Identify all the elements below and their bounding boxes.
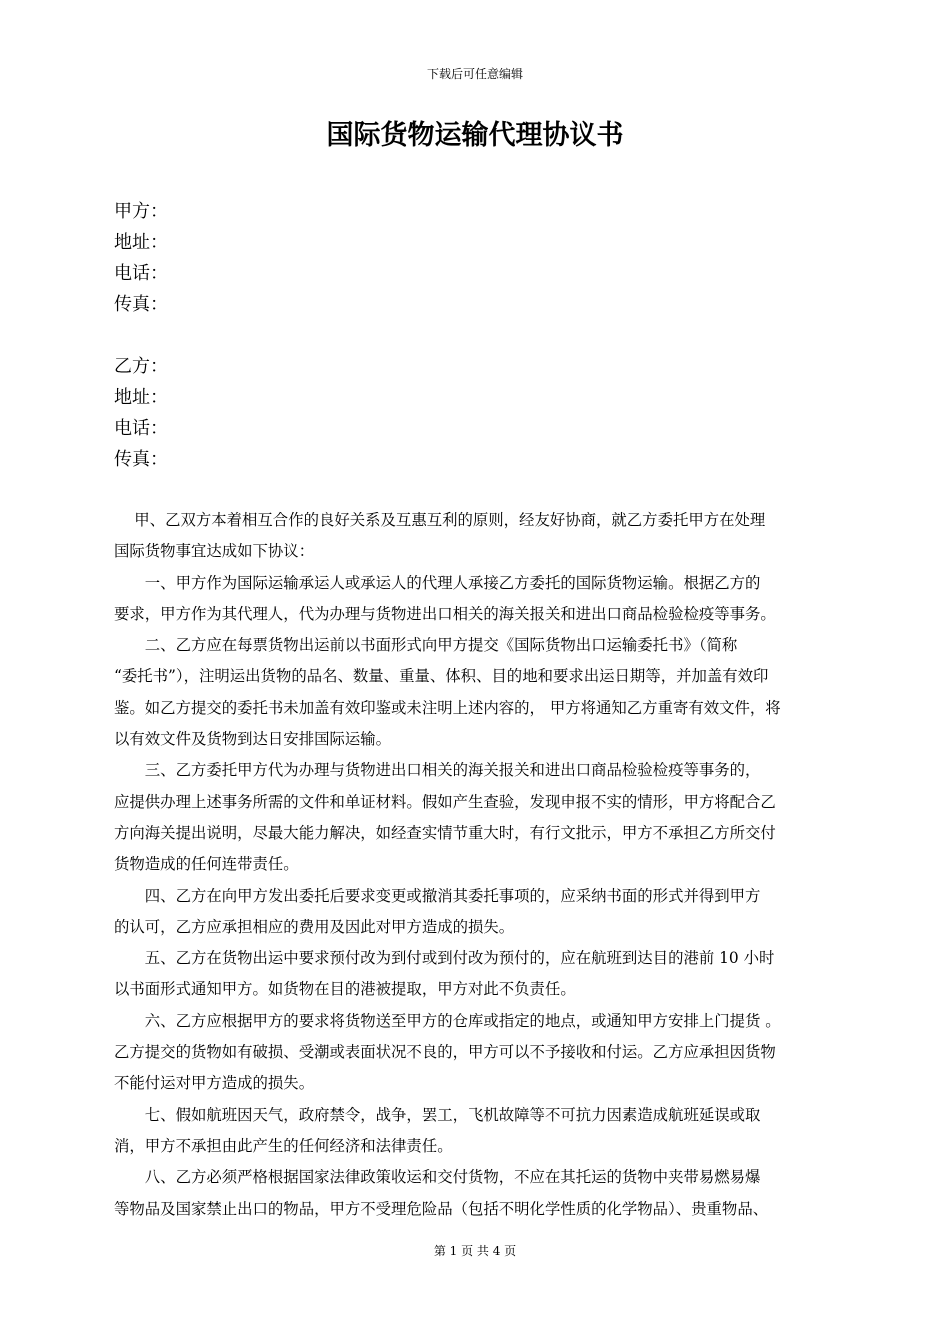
body-line: 四、乙方在向甲方发出委托后要求变更或撤消其委托事项的，应采纳书面的形式并得到甲方 [114,886,761,905]
body-line: 六、乙方应根据甲方的要求将货物送至甲方的仓库或指定的地点，或通知甲方安排上门提货 。 [114,1011,781,1030]
page-number-footer: 第 1 页 共 4 页 [433,1244,517,1258]
body-line: 国际货物事宜达成如下协议： [114,542,315,561]
party-a-label: 甲方： [114,201,168,222]
body-line: 货物造成的任何连带责任。 [114,855,299,874]
party-a-block [114,196,168,320]
party-a-address: 地址： [114,232,168,253]
body-line: 消，甲方不承担由此产生的任何经济和法律责任。 [114,1136,453,1155]
body-line: 五、乙方在货物出运中要求预付改为到付或到付改为预付的，应在航班到达目的港前 10 小时 [114,949,775,968]
body-line: 以书面形式通知甲方。如货物在目的港被提取，甲方对此不负责任。 [114,980,576,999]
body-line: 鉴。如乙方提交的委托书未加盖有效印鉴或未注明上述内容的， 甲方将通知乙方重寄有效文件，将 [114,698,781,717]
body-line: 等物品及国家禁止出口的物品，甲方不受理危险品（包括不明化学性质的化学物品）、贵重物品、 [114,1199,769,1218]
body-line: 八、乙方必须严格根据国家法律政策收运和交付货物，不应在其托运的货物中夹带易燃易爆 [114,1168,761,1187]
agreement-body [114,505,838,1225]
body-line: “委托书”），注明运出货物的品名、数量、重量、体积、目的地和要求出运日期等，并加盖有效印 [114,667,769,686]
header-note: 下载后可任意编辑 [426,67,523,81]
body-line: 的认可，乙方应承担相应的费用及因此对甲方造成的损失。 [114,917,515,936]
party-b-block [114,351,168,475]
body-line: 甲、乙双方本着相互合作的良好关系及互惠互利的原则，经友好协商，就乙方委托甲方在处理 [114,511,766,529]
body-line: 乙方提交的货物如有破损、受潮或表面状况不良的，甲方可以不予接收和付运。乙方应承担因货物 [114,1043,776,1062]
party-b-fax: 传真： [114,449,168,470]
party-b-label: 乙方： [114,356,168,377]
body-line: 以有效文件及货物到达日安排国际运输。 [114,730,392,749]
party-a-fax: 传真： [114,294,168,315]
party-b-address: 地址： [114,387,168,408]
body-line: 三、乙方委托甲方代为办理与货物进出口相关的海关报关和进出口商品检验检疫等事务的， [114,761,761,780]
body-line: 七、假如航班因天气，政府禁令，战争，罢工，飞机故障等不可抗力因素造成航班延误或取 [114,1105,761,1124]
body-line: 方向海关提出说明，尽最大能力解决，如经查实情节重大时，有行文批示，甲方不承担乙方所交付 [114,823,776,842]
party-b-phone: 电话： [114,418,168,439]
body-line: 要求，甲方作为其代理人，代为办理与货物进出口相关的海关报关和进出口商品检验检疫等事务。 [114,604,776,623]
document-title: 国际货物运输代理协议书 [326,120,624,151]
body-line: 二、乙方应在每票货物出运前以书面形式向甲方提交《国际货物出口运输委托书》（简称 [114,636,738,655]
body-line: 应提供办理上述事务所需的文件和单证材料。假如产生查验，发现申报不实的情形，甲方将配合乙 [114,792,776,811]
body-line: 一、甲方作为国际运输承运人或承运人的代理人承接乙方委托的国际货物运输。根据乙方的 [114,573,761,592]
body-line: 不能付运对甲方造成的损失。 [114,1074,315,1093]
party-a-phone: 电话： [114,263,168,284]
